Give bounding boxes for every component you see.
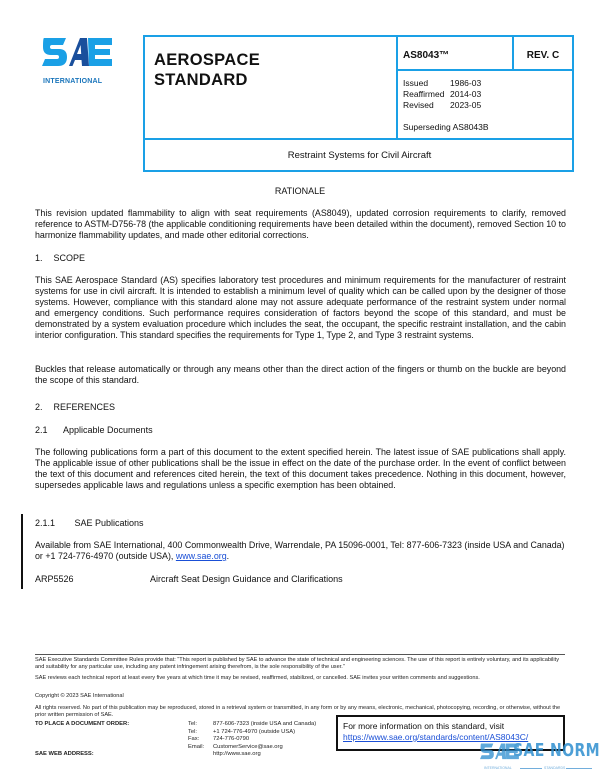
doc-type-line2: STANDARD <box>154 71 248 89</box>
doc-type-line1: AEROSPACE <box>154 51 260 69</box>
watermark-text: SAE NORM <box>513 740 600 761</box>
revision-label: REV. C <box>526 50 560 61</box>
watermark-sub-right: STANDARDS <box>544 766 566 770</box>
section-heading-scope <box>35 253 85 263</box>
web-address-row <box>35 751 316 759</box>
contact-row <box>35 736 316 744</box>
web-address-value[interactable]: http://www.sae.org <box>213 751 261 758</box>
rights-text: All rights reserved. No part of this publication may be reproduced, stored in a retrieval system or transmitted, in any form or by any means, electronic, mechanical, photocopying, recording, or otherwise, without the prior written permission of SAE. <box>35 705 561 718</box>
review-text: SAE reviews each technical report at least every five years at which time it may be revised, reaffirmed, stabilized, or cancelled. SAE invites your written comments and suggestions. <box>35 675 480 681</box>
reference-title: Aircraft Seat Design Guidance and Clarifications <box>150 574 343 584</box>
scope-paragraph-2: Buckles that release automatically or through any means other than the direct action of the fingers or thumb on the buckle are beyond the scope of this standard. <box>35 364 566 385</box>
reference-item <box>35 574 343 584</box>
contact-row <box>35 744 316 752</box>
section-number: 2. <box>35 402 43 412</box>
subsection-heading-sae-publications <box>35 518 144 528</box>
copyright-text: Copyright © 2023 SAE International <box>35 693 124 699</box>
footer-divider <box>35 654 565 655</box>
period: . <box>226 551 230 561</box>
sae-logo-icon <box>42 34 114 76</box>
contact-value: 724-776-0790 <box>213 736 250 743</box>
logo-subtitle: INTERNATIONAL <box>43 78 103 85</box>
scope-paragraph-1: This SAE Aerospace Standard (AS) specifies laboratory test procedures and minimum requirements for the manufacturer of restraint systems for use in civil aircraft. It is intended to establish a minimum level of quality which can be called upon by the designer of those systems. However, compliance with this standard alone may not assure adequate performance of the restraint system under normal and emergency conditions. Such performance requires consideration of factors beyond the scope of this standard, and must be demonstrated by a system evaluation procedure which includes the seat, the occupant, the specific restraint installation, and the cabin interior configuration. This standard specifies the requirements for Type 1, Type 2, and Type 3 restraint systems. <box>35 275 566 340</box>
document-header-box <box>143 35 574 172</box>
watermark-rule <box>566 768 592 769</box>
subsection-heading-applicable <box>35 425 153 435</box>
web-address-label: SAE WEB ADDRESS: <box>35 751 94 758</box>
more-info-text: For more information on this standard, visit <box>343 721 505 731</box>
date-value: 1986-03 <box>450 78 482 88</box>
section-title: SAE Publications <box>74 518 144 528</box>
rationale-heading: RATIONALE <box>274 186 326 196</box>
section-number: 1. <box>35 253 43 263</box>
section-heading-references <box>35 402 115 412</box>
section-title: REFERENCES <box>53 402 116 412</box>
section-title: Applicable Documents <box>63 425 153 435</box>
contact-value: 877-606-7323 (inside USA and Canada) <box>213 721 317 727</box>
date-row-reaffirmed <box>403 89 481 100</box>
sae-website-link[interactable]: www.sae.org <box>175 551 227 561</box>
change-bar <box>21 514 23 589</box>
section-title: SCOPE <box>53 253 86 263</box>
date-value: 2014-03 <box>450 89 482 99</box>
reference-code: ARP5526 <box>35 574 74 584</box>
contact-value: +1 724-776-4970 (outside USA) <box>213 728 296 735</box>
watermark-sub-left: INTERNATIONAL <box>484 766 512 770</box>
document-type <box>154 50 260 90</box>
availability-text: Available from SAE International, 400 Commonwealth Drive, Warrendale, PA 15096-0001, Tel: 877-606-7323 (inside USA and Canada) or +1 724-776-4970 (outside USA), <box>35 540 565 561</box>
contact-type: Email: <box>188 743 205 750</box>
date-label: Reaffirmed <box>403 89 445 99</box>
section-number: 2.1 <box>35 425 48 435</box>
contact-type: Fax: <box>188 736 200 743</box>
standard-page-link[interactable]: https://www.sae.org/standards/content/AS8043C/ <box>343 732 529 742</box>
applicable-documents-text: The following publications form a part of this document to the extent specified herein. The latest issue of SAE publications shall apply. The applicable issue of other publications shall be the issue in effect on the date of the purchase order. In the event of conflict between the text of this document and references cited herein, the text of this document takes precedence. Nothing in this document, however, supersedes applicable laws and regulations unless a specific exemption has been obtained. <box>35 447 566 490</box>
document-dates <box>403 78 481 111</box>
date-row-revised <box>403 100 481 111</box>
date-row-issued <box>403 78 481 89</box>
order-label: TO PLACE A DOCUMENT ORDER: <box>35 721 130 727</box>
divider <box>396 37 398 138</box>
document-title: Restraint Systems for Civil Aircraft <box>287 150 432 161</box>
divider <box>145 138 574 140</box>
contact-row <box>35 721 316 729</box>
contact-type: Tel: <box>188 721 198 727</box>
rationale-text: This revision updated flammability to align with seat requirements (AS8049), updated corrosion requirements to clarify, removed reference to ASTM-D756-78 (the applicable conditioning requirements have been detailed within the document), removed Section 10 to harmonize flammability updates, and made other editorial corrections. <box>35 208 566 240</box>
superseding-note: Superseding AS8043B <box>403 122 489 132</box>
divider <box>396 69 574 71</box>
committee-rules-text: SAE Executive Standards Committee Rules provide that: “This report is published by SAE to advance the state of technical and engineering sciences. The use of this report is entirely voluntary, and its applicability and suitability for any particular use, including any patent infringement arising therefrom, is the sole responsibility of the user.” <box>35 657 560 670</box>
sae-publications-text <box>35 540 566 562</box>
section-number: 2.1.1 <box>35 518 56 528</box>
order-contacts <box>35 721 316 759</box>
document-number: AS8043™ <box>403 50 450 61</box>
contact-type: Tel: <box>188 728 198 735</box>
contact-value: CustomerService@sae.org <box>213 743 283 750</box>
watermark-rule <box>520 768 542 769</box>
watermark <box>480 740 600 774</box>
date-value: 2023-05 <box>450 100 482 110</box>
sae-logo <box>42 34 120 84</box>
date-label: Issued <box>403 78 429 88</box>
date-label: Revised <box>403 100 434 110</box>
contact-row <box>35 729 316 737</box>
